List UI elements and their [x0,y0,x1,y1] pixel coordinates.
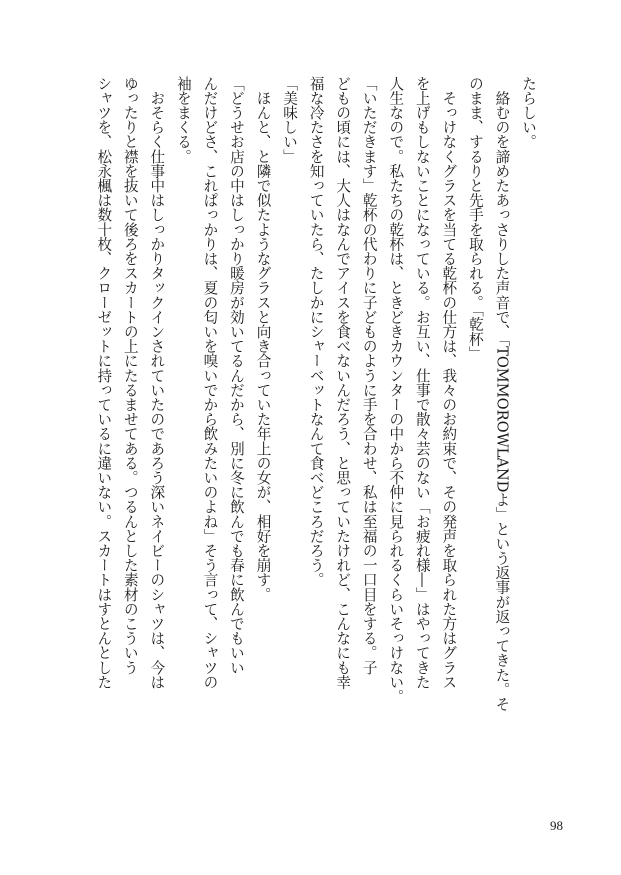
text-line: を上げもしないことになっている。お互い、仕事で散々芸のない「お疲れ様―」はやってきた [413,76,431,690]
page-number [0,818,621,834]
text-line: 「美味しい」 [281,76,299,164]
text-line: たらしい。 [520,76,537,149]
page-number-text: 98 [550,818,563,833]
text-line: 絡むのを諦めたあっさりした声音で、「TOMMOROWLANDよ」という返事が返ってきた。そ [493,76,511,712]
text-line: んだけどさ、これぱっかりは、夏の匂いを嗅いでから飲みたいのよね」そう言って、シャツの [201,76,219,690]
text-line: 「どうせお店の中はしっかり暖房が効いてるんだから、別に冬に飲んでも春に飲んでもいい [227,76,245,675]
vertical-body-text [90,76,541,792]
text-line: 福な冷たさを知っていたら、たしかにシャーベットなんて食べどころだろう。 [307,76,325,587]
text-line: どもの頃には、大人はなんでアイスを食べないんだろう、と思っていたけれど、こんなにも幸 [334,76,352,690]
text-line: ほんと、と隣で似たようなグラスと向き合っていた年上の女が、相好を崩す。 [254,76,272,602]
text-line: 人生なので。私たちの乾杯は、ときどきカウンターの中から不仲に見られるくらいそっけない。 [387,76,405,704]
text-line: ゆったりと襟を抜いて後ろをスカートの上にたるませてある。つるんとした素材のこういう [121,76,139,675]
text-line: のまま、するりと先手を取られる。「乾杯」 [466,76,484,361]
text-line: 袖をまくる。 [174,76,192,164]
text-line: 「いただきます」乾杯の代わりに子どものように手を合わせ、私は至福の一口目をする。子 [360,76,378,675]
text-line: シャツを、松永楓は数十枚、クローゼットに持っているに違いない。スカートはすとんとした [95,76,113,690]
text-line: おそらく仕事中はしっかりタックインされていたのであろう深いネイビーのシャツは、今は [148,76,166,690]
text-line: そっけなくグラスを当てる乾杯の仕方は、我々のお約束で、その発声を取られた方はグラス [440,76,458,690]
